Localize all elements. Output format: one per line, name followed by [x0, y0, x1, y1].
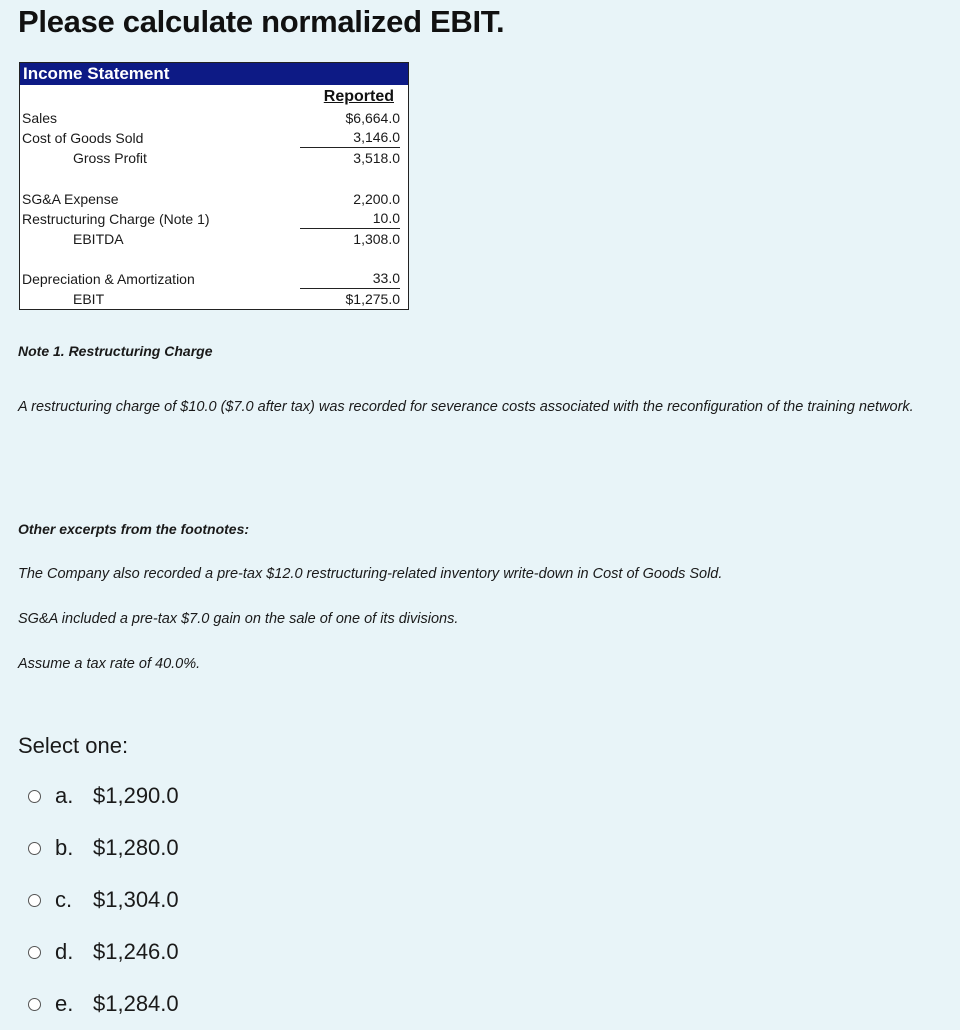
table-row	[20, 108, 408, 128]
table-row	[20, 209, 408, 229]
row-label-ebitda: EBITDA	[73, 231, 124, 247]
answer-option-a[interactable]	[28, 770, 179, 822]
row-value-gross-profit: 3,518.0	[353, 150, 400, 166]
row-value-sales: $6,664.0	[345, 110, 400, 126]
answer-option-e[interactable]	[28, 978, 179, 1030]
option-letter: d.	[55, 939, 74, 964]
row-label-sales: Sales	[22, 110, 58, 126]
answer-option-b[interactable]	[28, 822, 179, 874]
option-letter: b.	[55, 835, 74, 860]
option-letter: c.	[55, 887, 73, 912]
radio-button[interactable]	[28, 946, 41, 959]
row-label-sga: SG&A Expense	[22, 191, 119, 207]
answer-option-c[interactable]	[28, 874, 179, 926]
row-label-ebit: EBIT	[73, 291, 105, 307]
table-row	[20, 289, 408, 309]
income-statement-header: Income Statement	[20, 63, 408, 85]
table-row	[20, 189, 408, 209]
option-value: $1,284.0	[93, 991, 179, 1016]
row-value-sga: 2,200.0	[353, 191, 400, 207]
table-row	[20, 148, 408, 168]
answer-option-d[interactable]	[28, 926, 179, 978]
radio-button[interactable]	[28, 790, 41, 803]
excerpt-tax-rate: Assume a tax rate of 40.0%.	[18, 656, 201, 672]
note-title: Note 1. Restructuring Charge	[18, 343, 213, 359]
option-value: $1,246.0	[93, 939, 179, 964]
option-value: $1,280.0	[93, 835, 179, 860]
row-label-gross-profit: Gross Profit	[73, 150, 147, 166]
row-value-ebitda: 1,308.0	[353, 231, 400, 247]
income-statement-table	[19, 62, 409, 310]
row-value-cogs: 3,146.0	[300, 128, 400, 148]
note-body: A restructuring charge of $10.0 ($7.0 after tax) was recorded for severance costs associated with the reconfiguration of the training network.	[18, 399, 914, 415]
row-label-cogs: Cost of Goods Sold	[22, 130, 144, 146]
row-value-ebit: $1,275.0	[345, 291, 400, 307]
option-value: $1,290.0	[93, 783, 179, 808]
row-label-restructuring: Restructuring Charge (Note 1)	[22, 211, 210, 227]
option-letter: e.	[55, 991, 74, 1016]
row-value-da: 33.0	[300, 269, 400, 289]
reported-column-header: Reported	[323, 88, 394, 105]
table-row	[20, 128, 408, 148]
radio-button[interactable]	[28, 998, 41, 1011]
row-value-restructuring: 10.0	[300, 209, 400, 229]
radio-button[interactable]	[28, 842, 41, 855]
select-one-prompt: Select one:	[18, 733, 129, 758]
row-label-da: Depreciation & Amortization	[22, 271, 195, 287]
table-row	[20, 269, 408, 289]
radio-button[interactable]	[28, 894, 41, 907]
option-value: $1,304.0	[93, 887, 179, 912]
option-letter: a.	[55, 783, 74, 808]
answer-options	[28, 770, 179, 1030]
question-title: Please calculate normalized EBIT.	[18, 4, 505, 39]
excerpt-inventory-writedown: The Company also recorded a pre-tax $12.0 restructuring-related inventory write-down in Cost of Goods Sold.	[18, 566, 723, 582]
excerpts-title: Other excerpts from the footnotes:	[18, 521, 250, 537]
excerpt-sga-gain: SG&A included a pre-tax $7.0 gain on the sale of one of its divisions.	[18, 611, 459, 627]
table-row	[20, 229, 408, 249]
